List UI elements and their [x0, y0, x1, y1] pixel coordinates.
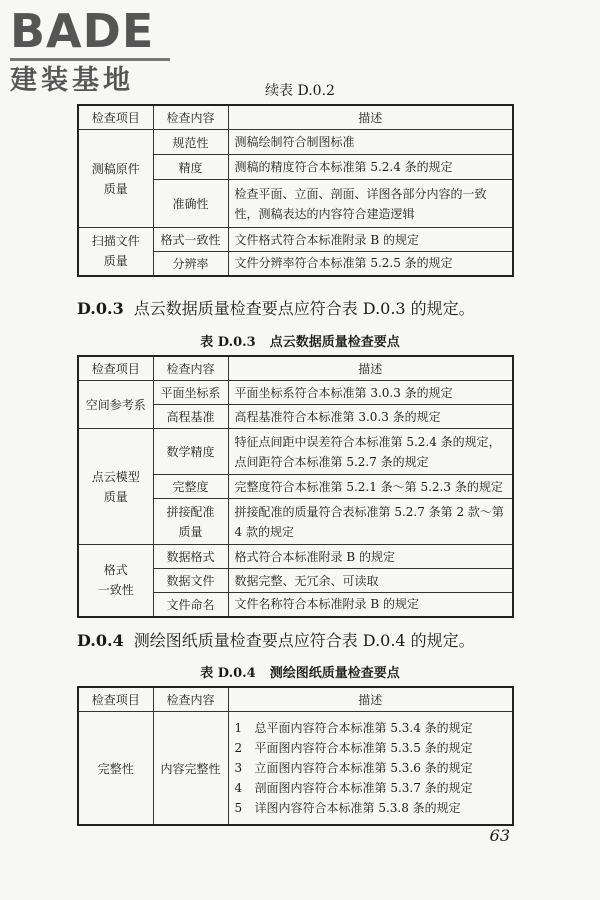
header-item: 检查项目 [78, 105, 153, 130]
page-number: 63 [489, 826, 510, 845]
table-d03-title [0, 331, 600, 350]
header-desc: 描述 [228, 687, 513, 712]
row-content: 分辨率 [153, 252, 228, 276]
header-content: 检查内容 [153, 356, 228, 381]
row-content: 数学精度 [153, 429, 228, 475]
group-item: 点云模型 质量 [78, 429, 153, 545]
clause-d04 [77, 628, 475, 651]
header-content: 检查内容 [153, 687, 228, 712]
table-row [78, 130, 513, 155]
row-desc: 文件名称符合本标准附录 B 的规定 [228, 593, 513, 617]
table-header-row [78, 687, 513, 712]
header-desc: 描述 [228, 356, 513, 381]
list-number: 4 [234, 781, 243, 795]
list-text: 总平面内容符合本标准第 5.3.4 条的规定 [254, 721, 473, 735]
table-row [78, 545, 513, 569]
table-d03 [77, 355, 514, 618]
clause-text: 测绘图纸质量检查要点应符合表 D.0.4 的规定。 [133, 631, 475, 650]
table-name: 测绘图纸质量检查要点 [269, 666, 400, 681]
list-number: 1 [234, 721, 243, 735]
list-text: 剖面图内容符合本标准第 5.3.7 条的规定 [254, 781, 473, 795]
logo-subtitle: 建装基地 [10, 65, 134, 96]
row-content: 文件命名 [153, 593, 228, 617]
logo-divider [10, 58, 170, 61]
row-content: 数据文件 [153, 569, 228, 593]
row-desc-list [228, 712, 513, 826]
row-desc: 平面坐标系符合本标准第 3.0.3 条的规定 [228, 381, 513, 405]
list-text: 立面图内容符合本标准第 5.3.6 条的规定 [254, 761, 473, 775]
clause-d03 [77, 296, 475, 319]
header-desc: 描述 [228, 105, 513, 130]
row-desc: 检查平面、立面、剖面、详图各部分内容的一致性，测稿表达的内容符合建造逻辑 [228, 180, 513, 228]
table-row [78, 429, 513, 475]
table-row [78, 228, 513, 252]
row-content: 规范性 [153, 130, 228, 155]
table-number: 表 D.0.4 [200, 666, 256, 681]
row-desc: 测稿的精度符合本标准第 5.2.4 条的规定 [228, 155, 513, 180]
table-row [78, 381, 513, 405]
group-item: 测稿原件 质量 [78, 130, 153, 228]
list-item [235, 758, 507, 778]
row-content: 完整度 [153, 475, 228, 499]
header-item: 检查项目 [78, 687, 153, 712]
row-content: 平面坐标系 [153, 381, 228, 405]
row-desc: 格式符合本标准附录 B 的规定 [228, 545, 513, 569]
clause-number: D.0.4 [77, 631, 124, 650]
table-header-row [78, 356, 513, 381]
list-item [235, 798, 507, 818]
header-content: 检查内容 [153, 105, 228, 130]
row-desc: 文件格式符合本标准附录 B 的规定 [228, 228, 513, 252]
header-item: 检查项目 [78, 356, 153, 381]
table-row [78, 712, 513, 826]
row-content: 格式一致性 [153, 228, 228, 252]
list-item [235, 718, 507, 738]
row-desc: 数据完整、无冗余、可读取 [228, 569, 513, 593]
table-d02 [77, 104, 514, 277]
row-desc: 测稿绘制符合制图标准 [228, 130, 513, 155]
row-desc: 高程基准符合本标准第 3.0.3 条的规定 [228, 405, 513, 429]
table-d04 [77, 686, 514, 826]
clause-text: 点云数据质量检查要点应符合表 D.0.3 的规定。 [133, 299, 475, 318]
list-item [235, 778, 507, 798]
list-text: 详图内容符合本标准第 5.3.8 条的规定 [254, 801, 461, 815]
row-desc: 特征点间距中误差符合本标准第 5.2.4 条的规定，点间距符合本标准第 5.2.7 条的规定 [228, 429, 513, 475]
table-header-row [78, 105, 513, 130]
table-number: 表 D.0.3 [200, 335, 256, 350]
row-desc: 拼接配准的质量符合表标准第 5.2.7 条第 2 款～第 4 款的规定 [228, 499, 513, 545]
list-number: 2 [234, 741, 243, 755]
group-item: 空间参考系 [78, 381, 153, 429]
list-text: 平面图内容符合本标准第 5.3.5 条的规定 [254, 741, 473, 755]
group-item: 格式 一致性 [78, 545, 153, 617]
list-number: 3 [234, 761, 243, 775]
row-content: 精度 [153, 155, 228, 180]
group-item: 完整性 [78, 712, 153, 826]
row-desc: 完整度符合本标准第 5.2.1 条～第 5.2.3 条的规定 [228, 475, 513, 499]
logo-title: BADE [10, 4, 155, 58]
row-content: 准确性 [153, 180, 228, 228]
table-d04-title [0, 662, 600, 681]
row-content: 高程基准 [153, 405, 228, 429]
clause-number: D.0.3 [77, 299, 124, 318]
table-name: 点云数据质量检查要点 [269, 335, 400, 350]
list-number: 5 [234, 801, 243, 815]
group-item: 扫描文件 质量 [78, 228, 153, 276]
table-d02-title: 续表 D.0.2 [265, 83, 335, 99]
row-content: 拼接配准 质量 [153, 499, 228, 545]
list-item [235, 738, 507, 758]
row-content: 内容完整性 [153, 712, 228, 826]
row-content: 数据格式 [153, 545, 228, 569]
row-desc: 文件分辨率符合本标准第 5.2.5 条的规定 [228, 252, 513, 276]
